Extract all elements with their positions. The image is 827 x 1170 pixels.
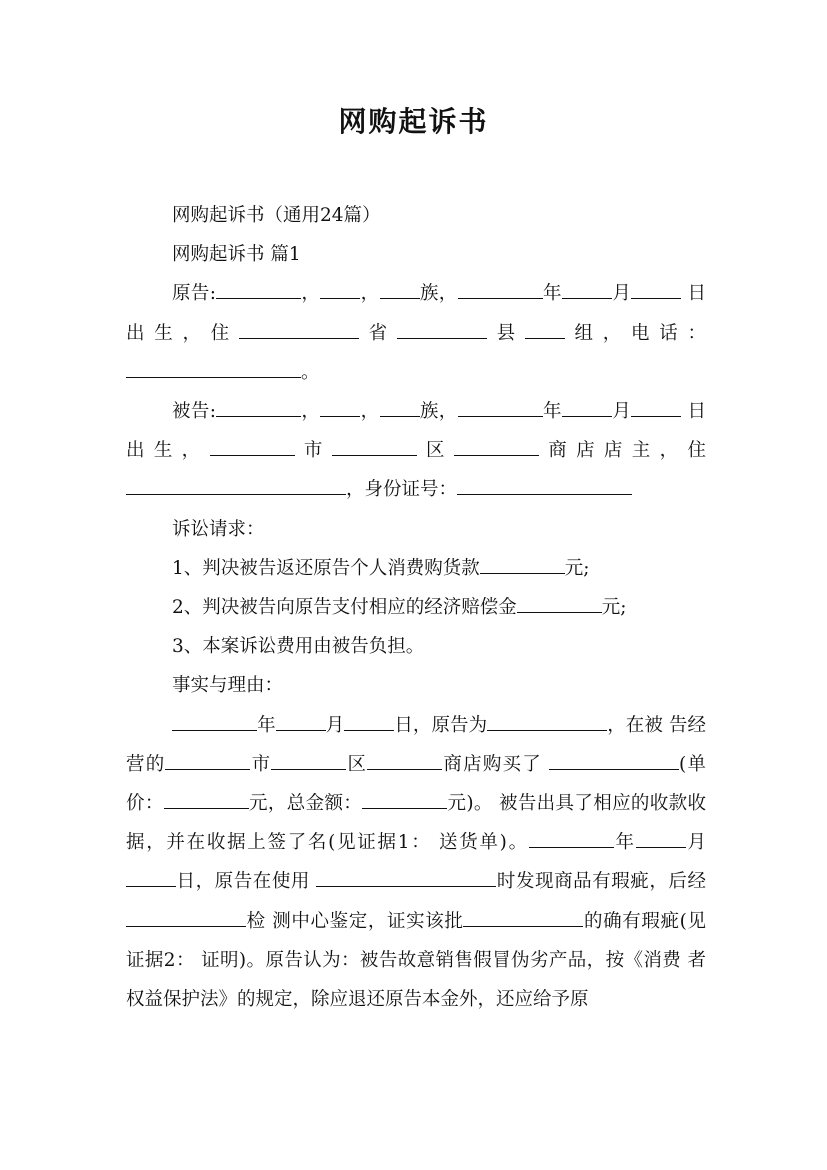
blank-field — [126, 359, 301, 378]
blank-field — [239, 320, 359, 339]
text: 者权益保护法》的规定，除应退还原告本金外，还应给予原 — [126, 949, 706, 1011]
blank-field — [525, 320, 565, 339]
text: ， — [301, 283, 321, 305]
blank-field — [172, 712, 257, 731]
blank-field — [320, 398, 360, 417]
blank-field — [344, 712, 394, 731]
blank-field — [636, 830, 686, 849]
blank-field — [380, 398, 420, 417]
text: ，身份证号： — [346, 479, 458, 501]
blank-field — [631, 281, 681, 300]
blank-field — [517, 594, 602, 613]
text: (单价： — [126, 753, 706, 815]
blank-field — [126, 477, 346, 496]
text: 的确有瑕疵(见证据2： — [126, 910, 706, 971]
text: ，在被 — [607, 714, 663, 736]
blank-field — [362, 790, 447, 809]
text: 被告出具了相应的收款收据，并在收据上签了名(见证据1： — [126, 793, 706, 854]
text: 元; — [564, 557, 590, 579]
text: 告经营的 — [126, 714, 706, 775]
blank-field — [276, 712, 326, 731]
text: ， — [360, 401, 380, 423]
claims-heading: 诉讼请求： — [172, 518, 265, 540]
text: 商店购买了 — [442, 753, 542, 775]
blank-field — [316, 869, 496, 888]
blank-field — [332, 438, 417, 457]
text: 日出生，住 — [126, 283, 706, 344]
text: 1、判决被告返还原告个人消费购货款 — [172, 557, 480, 579]
blank-field — [271, 751, 346, 770]
text: 送货单)。 — [439, 832, 529, 854]
text: ， — [301, 401, 321, 423]
blank-field — [165, 751, 250, 770]
text: 市 — [294, 440, 332, 462]
blank-field — [126, 908, 246, 927]
text: 市 — [250, 753, 272, 775]
blank-field — [549, 751, 679, 770]
blank-field — [454, 438, 539, 457]
text: 族， — [419, 401, 458, 423]
text: 检 — [246, 910, 266, 932]
text: 月 — [611, 401, 632, 423]
text: 月 — [325, 714, 345, 736]
blank-field — [367, 751, 442, 770]
blank-field — [480, 555, 565, 574]
text: 元; — [601, 597, 627, 619]
text: 区 — [346, 753, 368, 775]
blank-field — [164, 790, 249, 809]
text: 时发现商品有瑕疵，后经 — [496, 871, 706, 893]
claim-2 — [126, 588, 706, 627]
text: 商店店主，住 — [538, 440, 706, 462]
blank-field — [216, 398, 301, 417]
text: 年 — [257, 714, 276, 736]
text: 2、判决被告向原告支付相应的经济赔偿金 — [172, 597, 517, 619]
text: 月 — [611, 283, 632, 305]
blank-field — [210, 438, 295, 457]
blank-field — [631, 398, 681, 417]
blank-field — [463, 908, 583, 927]
text: 。 — [301, 361, 320, 383]
blank-field — [562, 398, 612, 417]
subtitle: 网购起诉书（通用24篇） — [172, 205, 381, 226]
text: 年 — [613, 832, 636, 854]
section-heading: 网购起诉书 篇1 — [172, 244, 301, 266]
blank-field — [457, 477, 632, 496]
document-title: 网购起诉书 — [338, 105, 489, 138]
plaintiff-paragraph — [126, 274, 706, 392]
blank-field — [562, 281, 612, 300]
blank-field — [487, 712, 607, 731]
blank-field — [126, 869, 176, 888]
blank-field — [380, 281, 420, 300]
blank-field — [397, 320, 487, 339]
text: 证明)。原告认为：被告故意销售假冒伪劣产品，按《消费 — [201, 949, 682, 971]
text: 日，原告为 — [394, 714, 488, 736]
text: 日出生， — [126, 401, 706, 462]
text: 年 — [542, 283, 562, 305]
blank-field — [320, 281, 360, 300]
blank-field — [458, 281, 543, 300]
facts-heading: 事实与理由： — [172, 675, 284, 697]
text: 测中心鉴定，证实该批 — [272, 910, 464, 932]
defendant-paragraph — [126, 392, 706, 510]
text: 省 — [358, 322, 397, 344]
defendant-label: 被告: — [172, 401, 216, 423]
text: 族， — [419, 283, 458, 305]
text: 月 — [685, 832, 706, 854]
claim-3: 3、本案诉讼费用由被告负担。 — [172, 636, 425, 658]
text: 元，总金额： — [248, 793, 363, 815]
text: 区 — [416, 440, 454, 462]
text: 年 — [542, 401, 562, 423]
text: ， — [360, 283, 380, 305]
document-body — [126, 196, 706, 1019]
blank-field — [458, 398, 543, 417]
facts-paragraph — [126, 706, 706, 1020]
claim-1 — [126, 549, 706, 588]
text: 元)。 — [447, 793, 493, 815]
text: 组，电话： — [564, 322, 706, 344]
text: 县 — [486, 322, 525, 344]
blank-field — [529, 830, 614, 849]
text: 日，原告在使用 — [176, 871, 310, 893]
plaintiff-label: 原告: — [172, 283, 216, 305]
blank-field — [216, 281, 301, 300]
